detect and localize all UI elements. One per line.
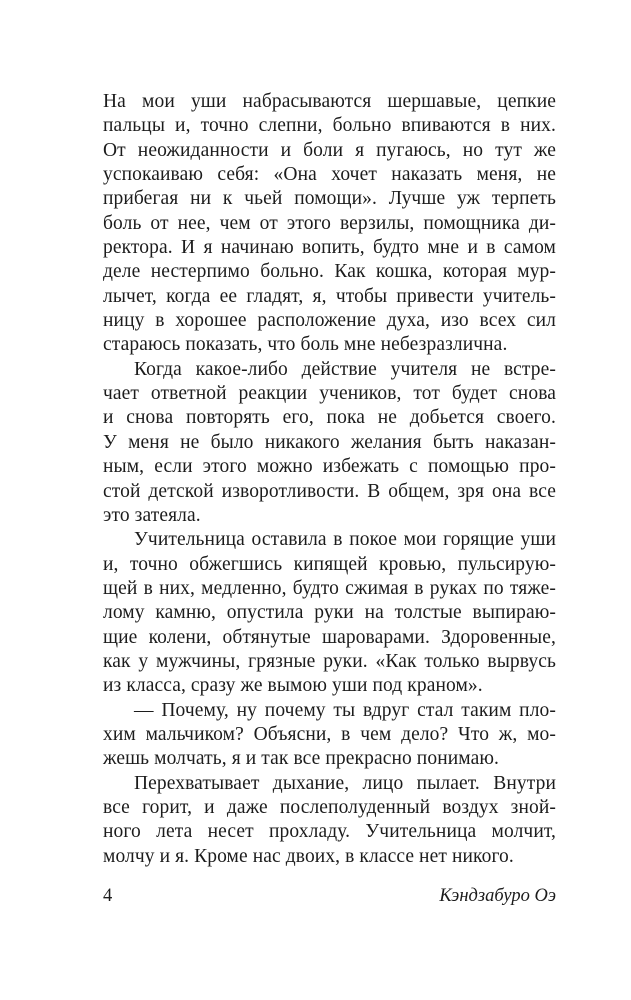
text-line: стараюсь показать, что боль мне небезразлична.: [103, 334, 508, 356]
text-line: это затеяла.: [103, 504, 201, 526]
text-line: и снова повторять его, пока не добьется своего.: [103, 407, 556, 429]
text-line: чает ответной реакции учеников, тот будет снова: [103, 383, 556, 405]
page-footer: [103, 886, 556, 907]
text-line: прибегая ни к чьей помощи». Лучше уж терпеть: [103, 188, 556, 210]
text-line: как у мужчины, грязные руки. «Как только вырвусь: [103, 650, 556, 672]
paragraph: [103, 90, 556, 358]
text-line: деле нестерпимо больно. Как кошка, которая мур-: [103, 261, 556, 283]
text-line: боль от нее, чем от этого верзилы, помощника ди-: [103, 212, 556, 234]
text-line: У меня не было никакого желания быть наказан-: [103, 431, 556, 453]
text-line: пальцы и, точно слепни, больно впиваются в них.: [103, 115, 556, 137]
text-line: ным, если этого можно избежать с помощью про-: [103, 456, 556, 478]
page-text: [103, 90, 556, 869]
text-line: ного лета несет прохладу. Учительница молчит,: [103, 821, 556, 843]
paragraph: [103, 699, 556, 772]
paragraph: [103, 528, 556, 698]
text-line: щие колени, обтянутые шароварами. Здоровенные,: [103, 626, 556, 648]
author-name: Кэндзабуро Оэ: [439, 886, 556, 906]
text-line: ректора. И я начинаю вопить, будто мне и в самом: [103, 237, 556, 259]
text-line: стой детской изворотливости. В общем, зря она все: [103, 480, 556, 502]
text-line: ницу в хорошее расположение духа, изо всех сил: [103, 310, 556, 332]
text-line: жешь молчать, я и так все прекрасно понимаю.: [103, 748, 499, 770]
text-line: Учительница оставила в покое мои горящие уши: [134, 529, 556, 551]
text-line: Перехватывает дыхание, лицо пылает. Внутри: [134, 772, 556, 794]
text-line: На мои уши набрасываются шершавые, цепкие: [103, 91, 556, 112]
text-line: из класса, сразу же вымою уши под краном».: [103, 675, 483, 697]
text-line: От неожиданности и боли я пугаюсь, но тут же: [103, 139, 556, 161]
text-line: Когда какое-либо действие учителя не встре-: [134, 358, 556, 380]
text-line: лому камню, опустила руки на толстые выпираю-: [103, 602, 556, 624]
paragraph: [103, 358, 556, 528]
text-line: щей в них, медленно, будто сжимая в руках по тяже-: [103, 577, 556, 599]
text-line: успокаиваю себя: «Она хочет наказать меня, не: [103, 164, 556, 186]
text-line: лычет, когда ее гладят, я, чтобы привести учитель-: [103, 285, 556, 307]
text-line: — Почему, ну почему ты вдруг стал таким пло-: [134, 699, 556, 721]
page-number: 4: [103, 886, 113, 906]
text-line: хим мальчиком? Объясни, в чем дело? Что ж, мо-: [103, 723, 556, 745]
text-line: молчу и я. Кроме нас двоих, в классе нет никого.: [103, 845, 514, 867]
paragraph: [103, 772, 556, 869]
text-line: все горит, и даже послеполуденный воздух зной-: [103, 796, 556, 818]
text-line: и, точно обжегшись кипящей кровью, пульсирую-: [103, 553, 556, 575]
